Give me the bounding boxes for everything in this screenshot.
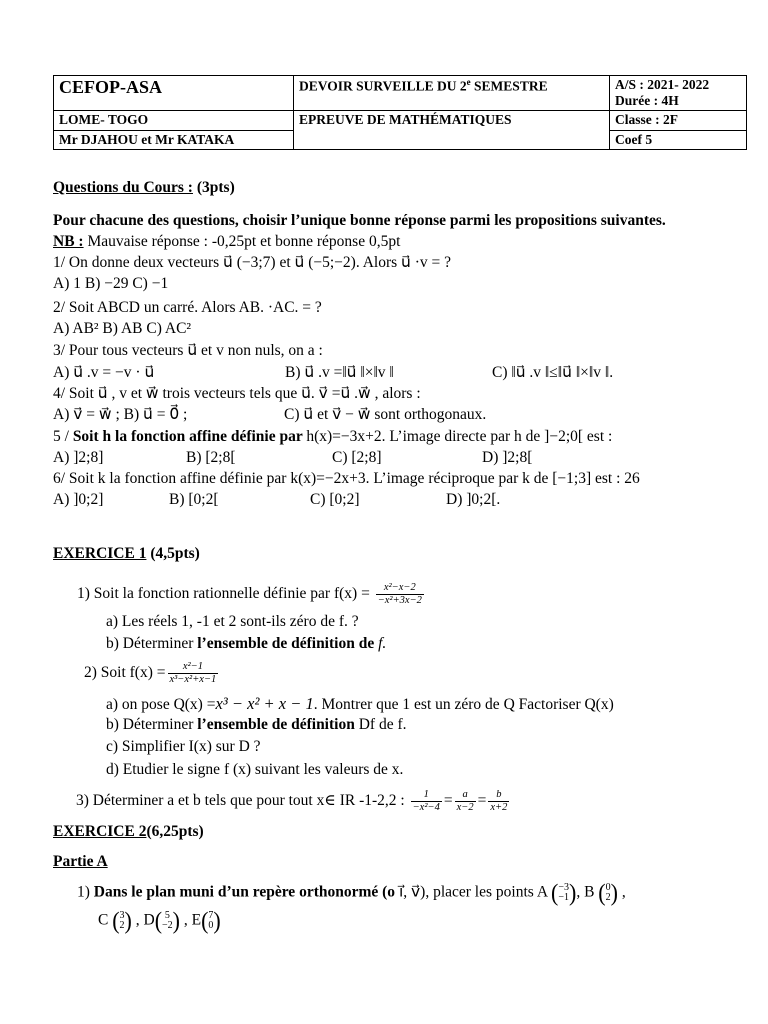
fraction: $\frac{b}{x+2}$	[490, 789, 508, 814]
fraction: $\frac{1}{\text{−x²−4}}$	[412, 789, 440, 814]
cours-instruction: Pour chacune des questions, choisir l’unique bonne réponse parmi les propositions suivantes.	[53, 212, 666, 229]
exercice-1-heading: EXERCICE 1 (4,5pts)	[53, 545, 200, 562]
question-4-answers-ab: A) v⃗ = w⃗ ; B) u⃗ = 0⃗ ;	[53, 406, 188, 423]
ex1-q1a: a) Les réels 1, -1 et 2 sont-ils zéro de f. ?	[106, 613, 359, 630]
ex2-q1-points: C (3 2) , D( 5 −2) , E(7 0)	[98, 906, 221, 935]
question-3-answer-a: A) u⃗ .v = −v · u⃗	[53, 364, 155, 381]
question-3: 3/ Pour tous vecteurs u⃗ et v non nuls, on a :	[53, 342, 323, 359]
question-5-answer-a: A) ]2;8]	[53, 449, 104, 466]
location: LOME- TOGO	[54, 111, 294, 130]
question-1-answers: A) 1 B) −29 C) −1	[53, 275, 169, 292]
question-1: 1/ On donne deux vecteurs u⃗ (−3;7) et u⃗ (−5;−2). Alors u⃗ ·v = ?	[53, 254, 452, 271]
exercice-2-heading: EXERCICE 2(6,25pts)	[53, 823, 204, 840]
question-6-answer-b: B) [0;2[	[169, 491, 219, 508]
question-6-answer-a: A) ]0;2]	[53, 491, 104, 508]
ex1-q1: 1) Soit la fonction rationnelle définie par f(x) = $\frac{\text{x²−x−2}}{\text{−x²+3x−2}}$	[77, 582, 422, 607]
question-5-answer-b: B) [2;8[	[186, 449, 236, 466]
epreuve: EPREUVE DE MATHÉMATIQUES	[294, 111, 610, 149]
fraction: $\frac{\text{x²−x−2}}{\text{−x²+3x−2}}$	[377, 582, 422, 607]
question-6-answer-c: C) [0;2]	[310, 491, 360, 508]
ex1-q2a: a) on pose Q(x) =x³ − x² + x − 1. Montrer que 1 est un zéro de Q Factoriser Q(x)	[106, 694, 614, 713]
question-4: 4/ Soit u⃗ , v et w⃗ trois vecteurs tels que u⃗. v⃗ =u⃗ .w⃗ , alors :	[53, 385, 421, 402]
question-5: 5 / Soit h la fonction affine définie par h(x)=−3x+2. L’image directe par h de ]−2;0[ est :	[53, 428, 613, 445]
point-e-coords: (7 0)	[201, 906, 221, 935]
cours-heading: Questions du Cours : (3pts)	[53, 179, 235, 196]
fraction: $\frac{a}{x-2}$	[456, 789, 474, 814]
header-table	[53, 75, 747, 150]
question-5-answer-c: C) [2;8]	[332, 449, 382, 466]
nb-line: NB : Mauvaise réponse : -0,25pt et bonne réponse 0,5pt	[53, 233, 401, 250]
point-c-coords: (3 2)	[112, 906, 132, 935]
question-4-answer-c: C) u⃗ et v⃗ − w⃗ sont orthogonaux.	[284, 406, 487, 423]
ex1-q3: 3) Déterminer a et b tels que pour tout x∈ IR -1-2,2 : $\frac{1}{\text{−x²−4}}$ = $\frac{a}{x-2}$ = $\frac{b}{x+2}$	[76, 789, 508, 814]
question-5-answer-d: D) ]2;8[	[482, 449, 533, 466]
ex1-q2c: c) Simplifier I(x) sur D ?	[106, 738, 261, 755]
year-duration: A/S : 2021- 2022 Durée : 4H	[610, 76, 747, 111]
ex2-q1: 1) Dans le plan muni d’un repère orthonormé (o i⃗, v⃗), placer les points A (−3 −1), B (0 2) ,	[77, 878, 626, 907]
devoir-title: DEVOIR SURVEILLE DU 2e SEMESTRE	[294, 76, 610, 111]
classe: Classe : 2F	[610, 111, 747, 130]
coef: Coef 5	[610, 130, 747, 149]
ex1-q2: 2) Soit f(x) = $\frac{\text{x²−1}}{\text{x³−x²+x−1}}$	[84, 661, 217, 686]
question-2-answers: A) AB² B) AB C) AC²	[53, 320, 192, 337]
ex1-q2b: b) Déterminer l’ensemble de définition Df de f.	[106, 716, 407, 733]
school-name: CEFOP-ASA	[54, 76, 294, 111]
ex1-q2d: d) Etudier le signe f (x) suivant les valeurs de x.	[106, 761, 404, 778]
question-6-answer-d: D) ]0;2[.	[446, 491, 501, 508]
point-b-coords: (0 2)	[598, 878, 618, 907]
partie-a-heading: Partie A	[53, 853, 108, 870]
fraction: $\frac{\text{x²−1}}{\text{x³−x²+x−1}}$	[169, 661, 217, 686]
question-6: 6/ Soit k la fonction affine définie par k(x)=−2x+3. L’image réciproque par k de [−1;3] est : 26	[53, 470, 640, 487]
question-3-answer-b: B) u⃗ .v =‖u⃗ ‖×‖v ‖	[285, 364, 394, 381]
question-2: 2/ Soit ABCD un carré. Alors AB. ·AC. = ?	[53, 299, 322, 316]
ex1-q1b: b) Déterminer l’ensemble de définition de f.	[106, 635, 387, 652]
point-d-coords: ( 5 −2)	[154, 906, 180, 935]
teachers: Mr DJAHOU et Mr KATAKA	[54, 130, 294, 149]
point-a-coords: (−3 −1)	[551, 878, 577, 907]
question-3-answer-c: C) ‖u⃗ .v ‖≤‖u⃗ ‖×‖v ‖.	[492, 364, 614, 381]
